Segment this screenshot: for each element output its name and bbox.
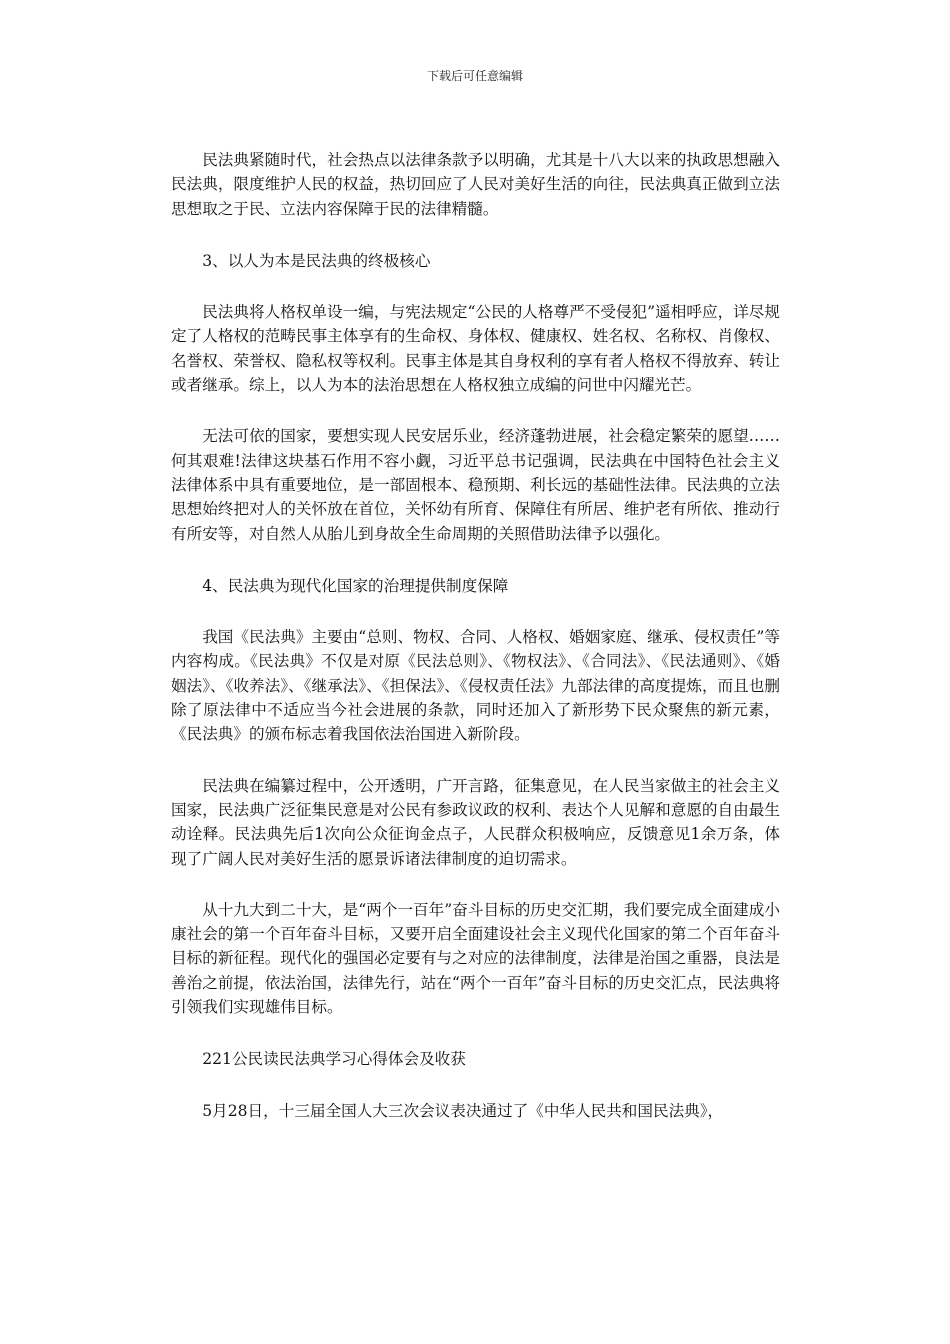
paragraph-7: 5月28日，十三届全国人大三次会议表决通过了《中华人民共和国民法典》， <box>202 1101 724 1120</box>
article-title: 221公民读民法典学习心得体会及收获 <box>202 1050 466 1069</box>
section-heading-3: 3、以人为本是民法典的终极核心 <box>202 251 431 270</box>
paragraph-4: 我国《民法典》主要由“总则、物权、合同、人格权、婚姻家庭、继承、侵权责任”等内容构成。《民法典》不仅是对原《民法总则》、《物权法》、《合同法》、《民法通则》、《婚姻法》、《收养法》、《继承法》、《担保法》、《侵权责任法》九部法律的高度提炼，而且也删除了原法律中不适应当今社会进展的条款，同时还加入了新形势下民众聚焦的新元素，《民法典》的颁布标志着我国依法治国进入新阶段。 <box>171 628 780 744</box>
paragraph-5: 民法典在编纂过程中，公开透明，广开言路，征集意见，在人民当家做主的社会主义国家，民法典广泛征集民意是对公民有参政议政的权利、表达个人见解和意愿的自由最生动诠释。民法典先后1次向公众征询金点子，人民群众积极响应，反馈意见1余万条，体现了广阔人民对美好生活的愿景诉诸法律制度的迫切需求。 <box>171 776 780 868</box>
section-heading-4: 4、民法典为现代化国家的治理提供制度保障 <box>202 576 509 595</box>
paragraph-6: 从十九大到二十大，是“两个一百年”奋斗目标的历史交汇期，我们要完成全面建成小康社会的第一个百年奋斗目标，又要开启全面建设社会主义现代化国家的第二个百年奋斗目标的新征程。现代化的强国必定要有与之对应的法律制度，法律是治国之重器，良法是善治之前提，依法治国，法律先行，站在“两个一百年”奋斗目标的历史交汇点，民法典将引领我们实现雄伟目标。 <box>171 900 780 1017</box>
document-body <box>171 148 780 1123</box>
paragraph-1: 民法典紧随时代，社会热点以法律条款予以明确，尤其是十八大以来的执政思想融入民法典，限度维护人民的权益，热切回应了人民对美好生活的向往，民法典真正做到立法思想取之于民、立法内容保障于民的法律精髓。 <box>171 151 780 218</box>
paragraph-2: 民法典将人格权单设一编，与宪法规定“公民的人格尊严不受侵犯”遥相呼应，详尽规定了人格权的范畴民事主体享有的生命权、身体权、健康权、姓名权、名称权、肖像权、名誉权、荣誉权、隐私权等权利。民事主体是其自身权利的享有者人格权不得放弃、转让或者继承。综上，以人为本的法治思想在人格权独立成编的问世中闪耀光芒。 <box>171 303 780 395</box>
paragraph-3: 无法可依的国家，要想实现人民安居乐业，经济蓬勃进展，社会稳定繁荣的愿望……何其艰难!法律这块基石作用不容小觑，习近平总书记强调，民法典在中国特色社会主义法律体系中具有重要地位，是一部固根本、稳预期、利长远的基础性法律。民法典的立法思想始终把对人的关怀放在首位，关怀幼有所育、保障住有所居、维护老有所依、推动行有所安等，对自然人从胎儿到身故全生命周期的关照借助法律予以强化。 <box>171 427 780 543</box>
page-header-note: 下载后可任意编辑 <box>426 69 523 83</box>
